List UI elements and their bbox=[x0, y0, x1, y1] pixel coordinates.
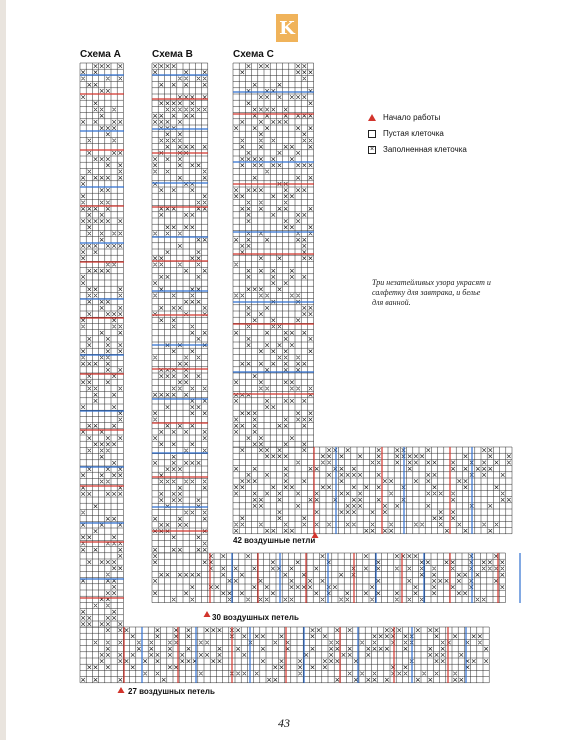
schema-a-title: Схема A bbox=[80, 49, 121, 60]
chain-label-b: 30 воздушных петель bbox=[212, 613, 299, 622]
legend-filled bbox=[368, 145, 467, 154]
filled-cell-icon: × bbox=[369, 145, 375, 153]
empty-cell-icon bbox=[368, 130, 376, 138]
legend-empty bbox=[368, 129, 444, 138]
legend-start bbox=[368, 113, 440, 122]
page-number: 43 bbox=[278, 716, 290, 730]
caption-text: Три незатейливых узора украсят и салфетку для завтрака, и белье для ванной. bbox=[372, 278, 491, 307]
schema-b-title: Схема B bbox=[152, 49, 193, 60]
schema-c-vertical-grid bbox=[233, 63, 314, 447]
legend-empty-label: Пустая клеточка bbox=[383, 129, 444, 138]
schema-c-title: Схема C bbox=[233, 49, 274, 60]
start-triangle-icon bbox=[368, 114, 376, 121]
chain-label-c: 42 воздушные петли bbox=[233, 536, 316, 545]
chain-label-a: 27 воздушных петель bbox=[128, 687, 215, 696]
legend-start-label: Начало работы bbox=[383, 113, 441, 122]
schema-b-vertical-grid bbox=[152, 63, 208, 553]
legend-filled-label: Заполненная клеточка bbox=[383, 145, 467, 154]
schema-c-horizontal-grid bbox=[233, 447, 512, 534]
publisher-logo: K bbox=[276, 14, 298, 42]
schema-a-horizontal-grid bbox=[80, 627, 489, 683]
schema-a-start-icon bbox=[118, 687, 125, 693]
schema-b-horizontal-grid bbox=[152, 553, 505, 603]
schema-b-start-icon bbox=[204, 611, 211, 617]
